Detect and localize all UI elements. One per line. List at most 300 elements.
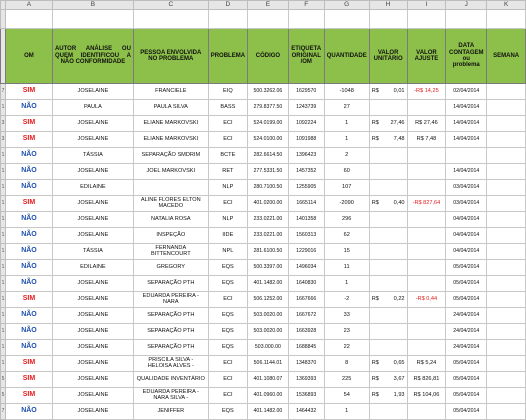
autor-cell[interactable]: JOSELAINE xyxy=(52,372,133,388)
data-cell[interactable]: 24/04/2014 xyxy=(446,308,487,324)
cell[interactable] xyxy=(487,10,526,29)
column-header-b[interactable]: B xyxy=(52,1,133,10)
data-cell[interactable]: 03/04/2014 xyxy=(446,180,487,196)
autor-cell[interactable]: JOSELAINE xyxy=(52,324,133,340)
table-row xyxy=(1,276,526,292)
etiqueta-cell[interactable]: 1560313 xyxy=(288,228,324,244)
header-codigo[interactable]: CÓDIGO xyxy=(248,29,289,84)
codigo-cell[interactable]: 506.1252.00 xyxy=(248,292,289,308)
pessoa-cell[interactable]: SEPARAÇÃO SMDRIM xyxy=(133,148,208,164)
problema-cell[interactable]: ECI xyxy=(208,196,247,212)
row-number[interactable]: 7 xyxy=(1,84,6,100)
pessoa-cell[interactable]: PRISCILA SILVA - HELOISA ALVES - xyxy=(133,356,208,372)
table-row xyxy=(1,356,526,372)
codigo-cell[interactable]: 401.0200.00 xyxy=(248,196,289,212)
etiqueta-cell[interactable]: 1091988 xyxy=(288,132,324,148)
quantidade-cell[interactable]: 33 xyxy=(324,308,369,324)
header-om[interactable]: OM xyxy=(6,29,53,84)
cell[interactable] xyxy=(446,10,487,29)
problema-cell[interactable]: EQS xyxy=(208,260,247,276)
problema-cell[interactable]: RET xyxy=(208,164,247,180)
semana-cell[interactable] xyxy=(487,292,526,308)
data-cell[interactable]: 05/04/2014 xyxy=(446,276,487,292)
semana-cell[interactable] xyxy=(487,340,526,356)
autor-cell[interactable]: JOSELAINE xyxy=(52,356,133,372)
valor-unitario-cell[interactable] xyxy=(369,260,407,276)
autor-cell[interactable]: JOSELAINE xyxy=(52,116,133,132)
etiqueta-cell[interactable]: 1640830 xyxy=(288,276,324,292)
autor-cell[interactable]: JOSELAINE xyxy=(52,276,133,292)
valor-unitario-cell[interactable] xyxy=(369,212,407,228)
column-header-d[interactable]: D xyxy=(208,1,247,10)
problema-cell[interactable]: EQS xyxy=(208,324,247,340)
data-cell[interactable]: 14/04/2014 xyxy=(446,164,487,180)
header-quantidade[interactable]: QUANTIDADE xyxy=(324,29,369,84)
column-header-a[interactable]: A xyxy=(6,1,53,10)
header-problema[interactable]: PROBLEMA xyxy=(208,29,247,84)
etiqueta-cell[interactable]: 1243739 xyxy=(288,100,324,116)
om-cell[interactable] xyxy=(6,180,53,196)
header-valor-unitario[interactable]: VALOR UNITÁRIO xyxy=(369,29,407,84)
autor-cell[interactable]: JOSELAINE xyxy=(52,388,133,404)
semana-cell[interactable] xyxy=(487,404,526,420)
autor-cell[interactable]: JOSELAINE xyxy=(52,308,133,324)
header-etiqueta[interactable]: ETIQUETA ORIGINAL /OM xyxy=(288,29,324,84)
codigo-cell[interactable]: 524.0100.00 xyxy=(248,132,289,148)
valor-unitario-cell[interactable] xyxy=(369,116,407,132)
om-status-label: NÃO xyxy=(21,215,37,223)
column-header-c[interactable]: C xyxy=(133,1,208,10)
codigo-cell[interactable]: 401.1482.00 xyxy=(248,276,289,292)
etiqueta-cell[interactable]: 1496034 xyxy=(288,260,324,276)
row-number[interactable]: 1 xyxy=(1,324,6,340)
pessoa-cell[interactable]: JOEL MARKOVSKI xyxy=(133,164,208,180)
problema-cell[interactable]: EIQ xyxy=(208,84,247,100)
quantidade-cell[interactable]: -1048 xyxy=(324,84,369,100)
row-number[interactable]: 1 xyxy=(1,260,6,276)
data-cell[interactable]: 14/04/2014 xyxy=(446,132,487,148)
autor-cell[interactable]: TÁSSIA xyxy=(52,244,133,260)
etiqueta-cell[interactable]: 1536893 xyxy=(288,388,324,404)
semana-cell[interactable] xyxy=(487,324,526,340)
data-cell[interactable]: 24/04/2014 xyxy=(446,324,487,340)
header-valor-ajuste[interactable]: VALOR AJUSTE xyxy=(407,29,446,84)
pessoa-cell[interactable]: NATALIA ROSA xyxy=(133,212,208,228)
row-number[interactable]: 3 xyxy=(1,132,6,148)
om-cell[interactable] xyxy=(6,212,53,228)
etiqueta-cell[interactable]: 1348370 xyxy=(288,356,324,372)
row-number[interactable]: 1 xyxy=(1,356,6,372)
data-cell[interactable]: 04/04/2014 xyxy=(446,212,487,228)
valor-ajuste-cell[interactable] xyxy=(407,148,446,164)
header-data[interactable]: DATA CONTAGEM ou problema xyxy=(446,29,487,84)
row-number[interactable]: 1 xyxy=(1,180,6,196)
table-row xyxy=(1,212,526,228)
currency-symbol: R$ xyxy=(371,200,379,207)
valor-ajuste-cell[interactable] xyxy=(407,228,446,244)
valor-unitario-cell[interactable] xyxy=(369,148,407,164)
om-cell[interactable] xyxy=(6,324,53,340)
header-semana[interactable]: SEMANA xyxy=(487,29,526,84)
quantidade-cell[interactable]: 54 xyxy=(324,388,369,404)
semana-cell[interactable] xyxy=(487,196,526,212)
etiqueta-cell[interactable]: 1665114 xyxy=(288,196,324,212)
data-cell[interactable]: 05/04/2014 xyxy=(446,404,487,420)
codigo-cell[interactable]: 503.0020.00 xyxy=(248,324,289,340)
codigo-cell[interactable]: 279.8377.50 xyxy=(248,100,289,116)
om-cell[interactable] xyxy=(6,372,53,388)
codigo-cell[interactable]: 281.6100.50 xyxy=(248,244,289,260)
data-cell[interactable]: 05/04/2014 xyxy=(446,356,487,372)
cell[interactable] xyxy=(208,10,247,29)
problema-cell[interactable]: NLP xyxy=(208,180,247,196)
om-cell[interactable] xyxy=(6,244,53,260)
quantidade-cell[interactable]: 15 xyxy=(324,244,369,260)
row-number[interactable]: 5 xyxy=(1,388,6,404)
quantidade-cell[interactable]: 2 xyxy=(324,148,369,164)
problema-cell[interactable]: NLP xyxy=(208,212,247,228)
codigo-cell[interactable]: 401.1080.07 xyxy=(248,372,289,388)
om-cell[interactable] xyxy=(6,116,53,132)
codigo-cell[interactable]: 503.000.00 xyxy=(248,340,289,356)
problema-cell[interactable]: BCTE xyxy=(208,148,247,164)
row-number[interactable]: 1 xyxy=(1,340,6,356)
pessoa-cell[interactable]: QUALIDADE INVENTÁRIO xyxy=(133,372,208,388)
autor-cell[interactable]: PAULA xyxy=(52,100,133,116)
valor-unitario-cell[interactable] xyxy=(369,324,407,340)
valor-unitario-cell[interactable] xyxy=(369,356,407,372)
autor-cell[interactable]: EDILAINE xyxy=(52,180,133,196)
problema-cell[interactable]: IIDE xyxy=(208,228,247,244)
codigo-cell[interactable]: 401.0960.00 xyxy=(248,388,289,404)
etiqueta-cell[interactable]: 1629570 xyxy=(288,84,324,100)
problema-cell[interactable]: BASS xyxy=(208,100,247,116)
row-number[interactable]: 1 xyxy=(1,308,6,324)
quantidade-cell[interactable]: 1 xyxy=(324,404,369,420)
row-number[interactable]: 5 xyxy=(1,372,6,388)
valor-ajuste-cell[interactable] xyxy=(407,340,446,356)
valor-ajuste-cell[interactable] xyxy=(407,164,446,180)
autor-cell[interactable]: EDILAINE xyxy=(52,260,133,276)
valor-unitario-cell[interactable] xyxy=(369,100,407,116)
data-cell[interactable]: 05/04/2014 xyxy=(446,292,487,308)
valor-ajuste-cell[interactable]: R$ 104,06 xyxy=(407,388,446,404)
semana-cell[interactable] xyxy=(487,356,526,372)
column-header-j[interactable]: J xyxy=(446,1,487,10)
etiqueta-cell[interactable]: 1688845 xyxy=(288,340,324,356)
etiqueta-cell[interactable]: 1401358 xyxy=(288,212,324,228)
cell[interactable] xyxy=(369,10,407,29)
pessoa-cell[interactable]: SEPARAÇÃO PTH xyxy=(133,340,208,356)
column-header-h[interactable]: H xyxy=(369,1,407,10)
valor-ajuste-cell[interactable]: R$ 27,46 xyxy=(407,116,446,132)
problema-cell[interactable]: EQS xyxy=(208,276,247,292)
codigo-cell[interactable]: 233.0221.00 xyxy=(248,228,289,244)
valor-ajuste-cell[interactable] xyxy=(407,180,446,196)
om-cell[interactable] xyxy=(6,292,53,308)
column-header-row xyxy=(1,1,526,10)
codigo-cell[interactable]: 503.0020.00 xyxy=(248,308,289,324)
etiqueta-cell[interactable]: 1396423 xyxy=(288,148,324,164)
quantidade-cell[interactable]: 1 xyxy=(324,276,369,292)
etiqueta-cell[interactable]: 1457352 xyxy=(288,164,324,180)
om-cell[interactable] xyxy=(6,308,53,324)
pessoa-cell[interactable]: FRANCIELE xyxy=(133,84,208,100)
semana-cell[interactable] xyxy=(487,212,526,228)
autor-cell[interactable]: TÁSSIA xyxy=(52,148,133,164)
column-header-i[interactable]: I xyxy=(407,1,446,10)
om-cell[interactable] xyxy=(6,340,53,356)
etiqueta-cell[interactable]: 1667666 xyxy=(288,292,324,308)
pessoa-cell[interactable]: PAULA SILVA xyxy=(133,100,208,116)
autor-cell[interactable]: JOSELAINE xyxy=(52,132,133,148)
quantidade-cell[interactable]: 8 xyxy=(324,356,369,372)
codigo-cell[interactable]: 282.6614.50 xyxy=(248,148,289,164)
quantidade-cell[interactable]: 11 xyxy=(324,260,369,276)
semana-cell[interactable] xyxy=(487,164,526,180)
om-cell[interactable] xyxy=(6,132,53,148)
semana-cell[interactable] xyxy=(487,100,526,116)
cell[interactable] xyxy=(133,10,208,29)
semana-cell[interactable] xyxy=(487,148,526,164)
autor-cell[interactable]: JOSELAINE xyxy=(52,404,133,420)
row-number[interactable]: 1 xyxy=(1,212,6,228)
unit-value: 0,65 xyxy=(393,360,405,367)
column-header-g[interactable]: G xyxy=(324,1,369,10)
pessoa-cell[interactable]: ELIANE MARKOVSKI xyxy=(133,116,208,132)
semana-cell[interactable] xyxy=(487,84,526,100)
header-pessoa[interactable]: PESSOA ENVOLVIDA NO PROBLEMA xyxy=(133,29,208,84)
autor-cell[interactable]: JOSELAINE xyxy=(52,196,133,212)
row-number[interactable]: 1 xyxy=(1,292,6,308)
quantidade-cell[interactable]: 23 xyxy=(324,324,369,340)
valor-unitario-cell[interactable] xyxy=(369,228,407,244)
blank-row xyxy=(1,10,526,29)
valor-ajuste-cell[interactable]: R$ 826,81 xyxy=(407,372,446,388)
valor-ajuste-cell[interactable] xyxy=(407,308,446,324)
om-status-label: SIM xyxy=(22,375,36,383)
row-number[interactable]: 1 xyxy=(1,276,6,292)
pessoa-cell[interactable]: SEPARAÇÃO PTH xyxy=(133,276,208,292)
om-cell[interactable] xyxy=(6,100,53,116)
column-header-f[interactable]: F xyxy=(288,1,324,10)
valor-ajuste-cell[interactable]: R$ 7,48 xyxy=(407,132,446,148)
semana-cell[interactable] xyxy=(487,180,526,196)
codigo-cell[interactable]: 524.0199.00 xyxy=(248,116,289,132)
quantidade-cell[interactable]: 225 xyxy=(324,372,369,388)
codigo-cell[interactable]: 280.7100.50 xyxy=(248,180,289,196)
quantidade-cell[interactable]: -2 xyxy=(324,292,369,308)
etiqueta-cell[interactable]: 1229016 xyxy=(288,244,324,260)
valor-ajuste-cell[interactable] xyxy=(407,100,446,116)
om-cell[interactable] xyxy=(6,228,53,244)
pessoa-cell[interactable]: GREGORY xyxy=(133,260,208,276)
problema-cell[interactable]: ECI xyxy=(208,388,247,404)
table-row xyxy=(1,308,526,324)
semana-cell[interactable] xyxy=(487,276,526,292)
header-autor[interactable]: AUTOR ANÁLISE OU QUEM IDENTIFICOU A NÃO CONFORMIDADE xyxy=(52,29,133,84)
quantidade-cell[interactable]: 62 xyxy=(324,228,369,244)
cell[interactable] xyxy=(324,10,369,29)
codigo-cell[interactable]: 233.0221.00 xyxy=(248,212,289,228)
problema-cell[interactable]: EQS xyxy=(208,404,247,420)
row-number[interactable]: 1 xyxy=(1,196,6,212)
valor-ajuste-cell[interactable] xyxy=(407,404,446,420)
cell[interactable] xyxy=(248,10,289,29)
quantidade-cell[interactable]: 60 xyxy=(324,164,369,180)
column-header-e[interactable]: E xyxy=(248,1,289,10)
valor-unitario-cell[interactable] xyxy=(369,84,407,100)
quantidade-cell[interactable]: 296 xyxy=(324,212,369,228)
pessoa-cell[interactable]: EDUARDA PEREIRA - NARA xyxy=(133,292,208,308)
codigo-cell[interactable]: 277.5331.50 xyxy=(248,164,289,180)
row-number[interactable]: 1 xyxy=(1,228,6,244)
om-status-label: NÃO xyxy=(21,167,37,175)
autor-cell[interactable]: JOSELAINE xyxy=(52,84,133,100)
semana-cell[interactable] xyxy=(487,132,526,148)
autor-cell[interactable]: JOSELAINE xyxy=(52,292,133,308)
semana-cell[interactable] xyxy=(487,308,526,324)
etiqueta-cell[interactable]: 1255905 xyxy=(288,180,324,196)
valor-ajuste-cell[interactable] xyxy=(407,276,446,292)
pessoa-cell[interactable]: EDUARDA PEREIRA - NARA SILVA - xyxy=(133,388,208,404)
data-cell[interactable]: 05/04/2014 xyxy=(446,260,487,276)
row-number[interactable]: 3 xyxy=(1,116,6,132)
valor-unitario-cell[interactable] xyxy=(369,180,407,196)
valor-ajuste-cell[interactable]: -R$ 0,44 xyxy=(407,292,446,308)
data-cell[interactable]: 04/04/2014 xyxy=(446,244,487,260)
data-cell[interactable] xyxy=(446,148,487,164)
om-cell[interactable] xyxy=(6,148,53,164)
om-cell[interactable] xyxy=(6,356,53,372)
valor-ajuste-cell[interactable]: -R$ 827,64 xyxy=(407,196,446,212)
autor-cell[interactable]: JOSELAINE xyxy=(52,164,133,180)
om-status-label: SIM xyxy=(22,391,36,399)
quantidade-cell[interactable]: 22 xyxy=(324,340,369,356)
cell[interactable] xyxy=(52,10,133,29)
problema-cell[interactable]: ECI xyxy=(208,372,247,388)
valor-unitario-cell[interactable] xyxy=(369,244,407,260)
valor-unitario-cell[interactable] xyxy=(369,132,407,148)
valor-unitario-cell[interactable] xyxy=(369,388,407,404)
problema-cell[interactable]: ECI xyxy=(208,292,247,308)
pessoa-cell[interactable] xyxy=(133,180,208,196)
problema-cell[interactable]: EQS xyxy=(208,340,247,356)
valor-unitario-cell[interactable] xyxy=(369,196,407,212)
om-cell[interactable] xyxy=(6,404,53,420)
quantidade-cell[interactable]: -2090 xyxy=(324,196,369,212)
table-row xyxy=(1,404,526,420)
valor-ajuste-cell[interactable] xyxy=(407,260,446,276)
row-number[interactable]: 1 xyxy=(1,148,6,164)
etiqueta-cell[interactable]: 1663928 xyxy=(288,324,324,340)
codigo-cell[interactable]: 500.3262.06 xyxy=(248,84,289,100)
om-cell[interactable] xyxy=(6,276,53,292)
column-header-k[interactable]: K xyxy=(487,1,526,10)
data-cell[interactable]: 03/04/2014 xyxy=(446,196,487,212)
data-cell[interactable]: 24/04/2014 xyxy=(446,340,487,356)
data-cell[interactable]: 05/04/2014 xyxy=(446,372,487,388)
valor-unitario-cell[interactable] xyxy=(369,372,407,388)
cell[interactable] xyxy=(6,10,53,29)
quantidade-cell[interactable]: 27 xyxy=(324,100,369,116)
etiqueta-cell[interactable]: 1092224 xyxy=(288,116,324,132)
codigo-cell[interactable]: 500.3397.00 xyxy=(248,260,289,276)
row-number[interactable]: 7 xyxy=(1,404,6,420)
valor-ajuste-cell[interactable] xyxy=(407,324,446,340)
row-number[interactable]: 1 xyxy=(1,100,6,116)
semana-cell[interactable] xyxy=(487,116,526,132)
data-cell[interactable]: 04/04/2014 xyxy=(446,228,487,244)
om-cell[interactable] xyxy=(6,388,53,404)
valor-ajuste-cell[interactable] xyxy=(407,244,446,260)
etiqueta-cell[interactable]: 1369393 xyxy=(288,372,324,388)
quantidade-cell[interactable]: 1 xyxy=(324,116,369,132)
valor-unitario-cell[interactable] xyxy=(369,340,407,356)
pessoa-cell[interactable]: SEPARAÇÃO PTH xyxy=(133,324,208,340)
valor-unitario-cell[interactable] xyxy=(369,292,407,308)
valor-ajuste-cell[interactable]: R$ 5,24 xyxy=(407,356,446,372)
valor-unitario-cell[interactable] xyxy=(369,276,407,292)
pessoa-cell[interactable]: FERNANDA BITTENCOURT xyxy=(133,244,208,260)
data-cell[interactable]: 05/04/2014 xyxy=(446,388,487,404)
row-number[interactable]: 1 xyxy=(1,164,6,180)
semana-cell[interactable] xyxy=(487,244,526,260)
om-status-label: NÃO xyxy=(21,407,37,415)
problema-cell[interactable]: ECI xyxy=(208,116,247,132)
data-cell[interactable]: 14/04/2014 xyxy=(446,100,487,116)
valor-unitario-cell[interactable] xyxy=(369,164,407,180)
etiqueta-cell[interactable]: 1464432 xyxy=(288,404,324,420)
row-number[interactable]: 1 xyxy=(1,244,6,260)
pessoa-cell[interactable]: ALINE FLORES ELTON MACEDO xyxy=(133,196,208,212)
semana-cell[interactable] xyxy=(487,388,526,404)
codigo-cell[interactable]: 506.1144.01 xyxy=(248,356,289,372)
pessoa-cell[interactable]: INSPEÇÃO xyxy=(133,228,208,244)
cell[interactable] xyxy=(288,10,324,29)
valor-ajuste-cell[interactable]: -R$ 14,25 xyxy=(407,84,446,100)
semana-cell[interactable] xyxy=(487,372,526,388)
valor-ajuste-cell[interactable] xyxy=(407,212,446,228)
problema-cell[interactable]: NPL xyxy=(208,244,247,260)
quantidade-cell[interactable]: 1 xyxy=(324,132,369,148)
codigo-cell[interactable]: 401.1482.00 xyxy=(248,404,289,420)
quantidade-cell[interactable]: 107 xyxy=(324,180,369,196)
currency-symbol: R$ xyxy=(371,296,379,303)
om-cell[interactable] xyxy=(6,84,53,100)
om-cell[interactable] xyxy=(6,164,53,180)
pessoa-cell[interactable]: ELIANE MARKOVSKI xyxy=(133,132,208,148)
autor-cell[interactable]: JOSELAINE xyxy=(52,212,133,228)
data-cell[interactable]: 02/04/2014 xyxy=(446,84,487,100)
om-cell[interactable] xyxy=(6,196,53,212)
semana-cell[interactable] xyxy=(487,260,526,276)
autor-cell[interactable]: JOSELAINE xyxy=(52,340,133,356)
problema-cell[interactable]: EQS xyxy=(208,308,247,324)
pessoa-cell[interactable]: JENIFFER xyxy=(133,404,208,420)
etiqueta-cell[interactable]: 1667672 xyxy=(288,308,324,324)
valor-unitario-cell[interactable] xyxy=(369,308,407,324)
cell[interactable] xyxy=(407,10,446,29)
data-cell[interactable]: 14/04/2014 xyxy=(446,116,487,132)
valor-unitario-cell[interactable] xyxy=(369,404,407,420)
problema-cell[interactable]: ECI xyxy=(208,356,247,372)
problema-cell[interactable]: ECI xyxy=(208,132,247,148)
pessoa-cell[interactable]: SEPARAÇÃO PTH xyxy=(133,308,208,324)
om-cell[interactable] xyxy=(6,260,53,276)
semana-cell[interactable] xyxy=(487,228,526,244)
autor-cell[interactable]: JOSELAINE xyxy=(52,228,133,244)
